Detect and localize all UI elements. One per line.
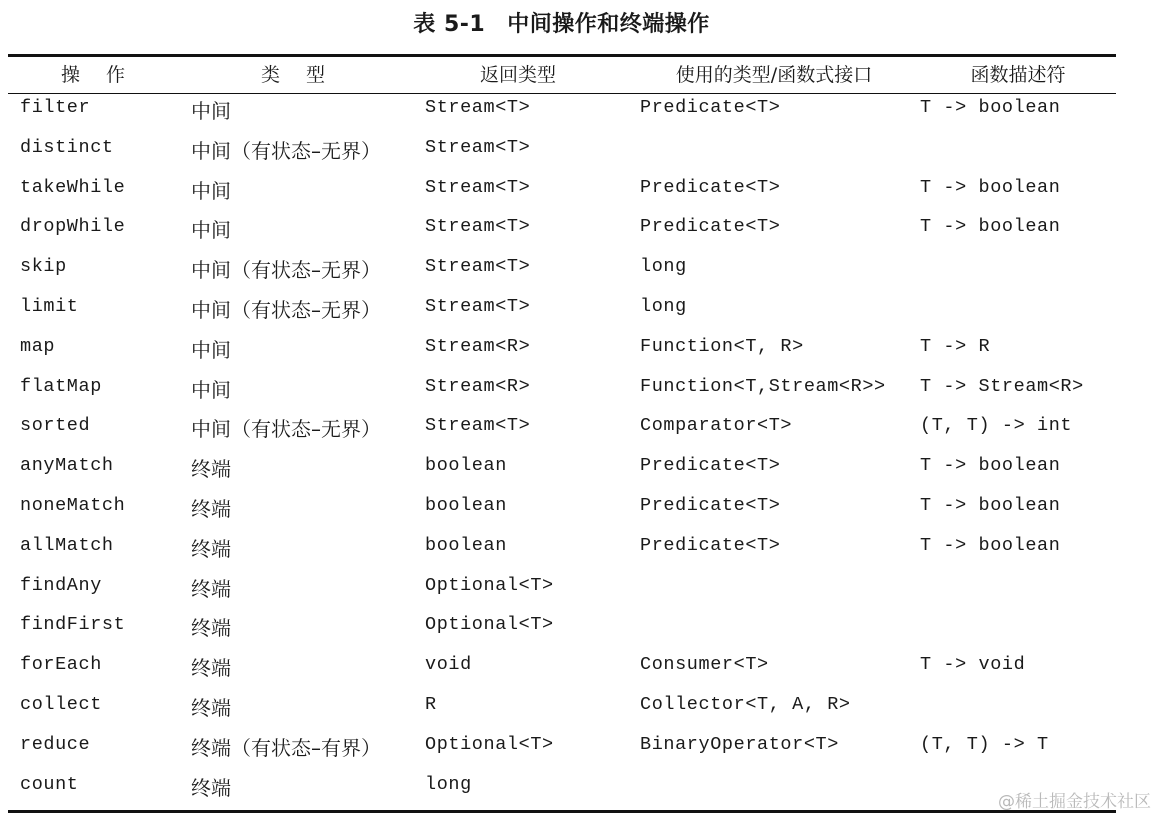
table-row: [8, 492, 1116, 532]
cell-operation: flatMap: [20, 375, 102, 397]
cell-descriptor: T -> boolean: [920, 455, 1061, 477]
cell-operation: takeWhile: [20, 176, 126, 198]
cell-return-type: long: [425, 773, 472, 795]
table-caption: [0, 10, 1123, 40]
cell-functional-interface: long: [640, 256, 687, 278]
cell-type: 中间（有状态–无界）: [191, 138, 381, 163]
cell-type: 终端: [191, 616, 231, 641]
cell-return-type: Optional<T>: [425, 574, 554, 596]
cell-descriptor: T -> boolean: [920, 216, 1061, 238]
cell-functional-interface: Predicate<T>: [640, 455, 781, 477]
cell-type: 终端: [191, 775, 231, 800]
table-row: [8, 572, 1116, 612]
header-type: 类型: [260, 64, 351, 86]
cell-descriptor: (T, T) -> int: [920, 415, 1073, 437]
cell-descriptor: T -> Stream<R>: [920, 375, 1084, 397]
cell-descriptor: T -> boolean: [920, 534, 1061, 556]
cell-operation: findFirst: [20, 614, 126, 636]
cell-descriptor: T -> R: [920, 335, 991, 357]
cell-type: 终端: [191, 576, 231, 601]
cell-type: 中间: [191, 218, 231, 243]
table-row: [8, 213, 1116, 253]
cell-return-type: Stream<T>: [425, 295, 531, 317]
header-functional-interface: 使用的类型/函数式接口: [675, 64, 873, 86]
cell-return-type: boolean: [425, 494, 507, 516]
table-title: 中间操作和终端操作: [507, 12, 710, 37]
cell-return-type: Optional<T>: [425, 733, 554, 755]
cell-functional-interface: Collector<T, A, R>: [640, 693, 851, 715]
cell-descriptor: (T, T) -> T: [920, 733, 1049, 755]
cell-return-type: void: [425, 654, 472, 676]
cell-return-type: Stream<T>: [425, 216, 531, 238]
cell-operation: reduce: [20, 733, 91, 755]
cell-functional-interface: Predicate<T>: [640, 534, 781, 556]
cell-operation: forEach: [20, 654, 102, 676]
cell-type: 终端: [191, 656, 231, 681]
table-row: [8, 134, 1116, 174]
table-row: [8, 691, 1116, 731]
cell-return-type: Stream<T>: [425, 136, 531, 158]
header-operation: 操作: [60, 64, 151, 86]
cell-type: 中间: [191, 337, 231, 362]
table-row: [8, 174, 1116, 214]
table-row: [8, 452, 1116, 492]
header-descriptor: 函数描述符: [970, 64, 1066, 86]
cell-operation: allMatch: [20, 534, 114, 556]
cell-type: 终端（有状态–有界）: [191, 735, 381, 760]
cell-return-type: Optional<T>: [425, 614, 554, 636]
cell-functional-interface: Predicate<T>: [640, 216, 781, 238]
cell-functional-interface: Consumer<T>: [640, 654, 769, 676]
watermark: @稀土掘金技术社区: [998, 792, 1151, 812]
cell-operation: skip: [20, 256, 67, 278]
table-row: [8, 651, 1116, 691]
cell-operation: filter: [20, 97, 91, 118]
cell-operation: collect: [20, 693, 102, 715]
table-row: [8, 253, 1116, 293]
cell-operation: noneMatch: [20, 494, 126, 516]
header-return-type: 返回类型: [479, 64, 556, 86]
cell-functional-interface: long: [640, 295, 687, 317]
cell-functional-interface: Comparator<T>: [640, 415, 793, 437]
cell-operation: dropWhile: [20, 216, 126, 238]
cell-return-type: Stream<R>: [425, 375, 531, 397]
table-row: [8, 293, 1116, 333]
cell-operation: count: [20, 773, 79, 795]
cell-functional-interface: Function<T,Stream<R>>: [640, 375, 886, 397]
cell-functional-interface: Predicate<T>: [640, 494, 781, 516]
cell-descriptor: T -> void: [920, 654, 1026, 676]
cell-return-type: boolean: [425, 534, 507, 556]
table-number: 表 5-1: [413, 12, 486, 37]
cell-descriptor: T -> boolean: [920, 97, 1061, 118]
cell-type: 中间（有状态–无界）: [191, 417, 381, 442]
cell-type: 终端: [191, 457, 231, 482]
table-row: [8, 532, 1116, 572]
cell-return-type: boolean: [425, 455, 507, 477]
cell-descriptor: T -> boolean: [920, 176, 1061, 198]
cell-descriptor: T -> boolean: [920, 494, 1061, 516]
cell-operation: map: [20, 335, 56, 357]
cell-type: 终端: [191, 695, 231, 720]
table-header-row: [8, 57, 1116, 93]
cell-functional-interface: Function<T, R>: [640, 335, 804, 357]
cell-type: 终端: [191, 536, 231, 561]
cell-functional-interface: BinaryOperator<T>: [640, 733, 839, 755]
table-row: [8, 373, 1116, 413]
cell-return-type: R: [425, 693, 437, 715]
cell-operation: limit: [20, 295, 79, 317]
table-row: [8, 94, 1116, 134]
cell-type: 中间: [191, 377, 231, 402]
cell-functional-interface: Predicate<T>: [640, 97, 781, 118]
cell-return-type: Stream<T>: [425, 176, 531, 198]
cell-type: 中间（有状态–无界）: [191, 297, 381, 322]
cell-type: 终端: [191, 496, 231, 521]
cell-type: 中间（有状态–无界）: [191, 258, 381, 283]
cell-type: 中间: [191, 99, 231, 123]
table-row: [8, 333, 1116, 373]
table-row: [8, 611, 1116, 651]
table-body: [8, 94, 1116, 810]
cell-type: 中间: [191, 178, 231, 203]
cell-return-type: Stream<T>: [425, 256, 531, 278]
cell-operation: distinct: [20, 136, 114, 158]
cell-return-type: Stream<T>: [425, 415, 531, 437]
cell-operation: sorted: [20, 415, 91, 437]
cell-functional-interface: Predicate<T>: [640, 176, 781, 198]
table-row: [8, 412, 1116, 452]
table-row: [8, 731, 1116, 771]
cell-operation: anyMatch: [20, 455, 114, 477]
cell-return-type: Stream<T>: [425, 97, 531, 118]
cell-operation: findAny: [20, 574, 102, 596]
cell-return-type: Stream<R>: [425, 335, 531, 357]
table-row: [8, 771, 1116, 811]
table-bottom-rule: [8, 810, 1116, 813]
